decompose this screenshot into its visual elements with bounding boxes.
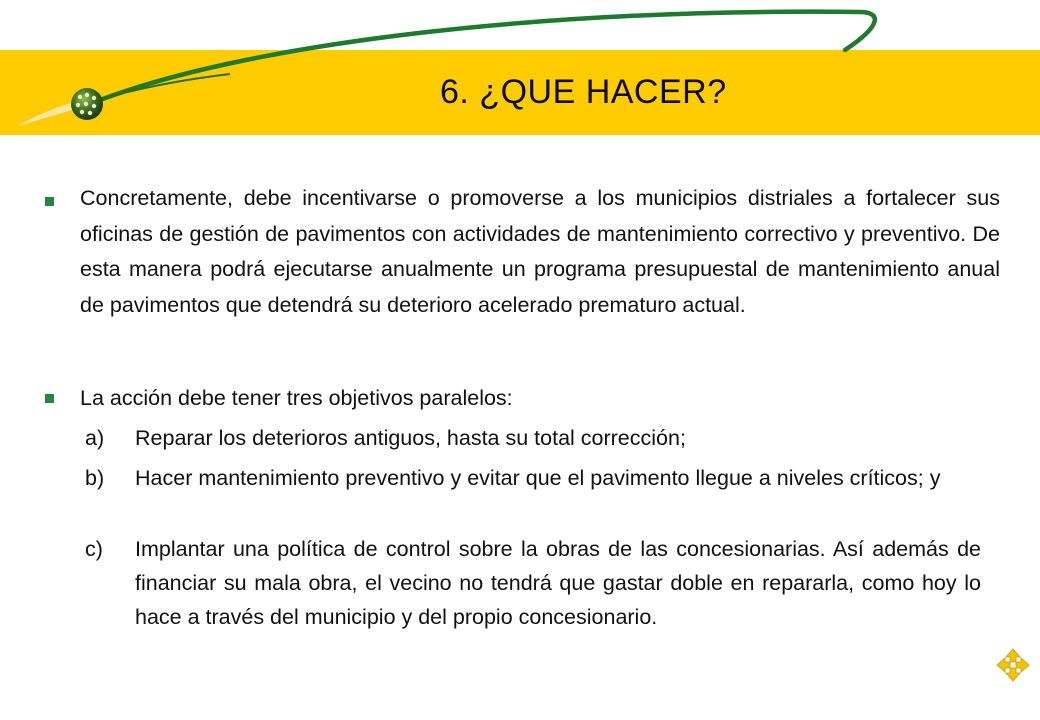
objective-letter-a: a) [85, 426, 105, 450]
objective-c: Implantar una política de control sobre la obras de las concesionarias. Así además de financiar su mala obra, el vecino no tendrá que gastar doble en repararla, como hoy lo hace a través del municipio y del propio concesionario. [135, 537, 981, 629]
objective-a: Reparar los deterioros antiguos, hasta su total corrección; [135, 426, 686, 450]
four-way-arrow-icon[interactable] [996, 648, 1030, 682]
bullet-square [45, 394, 54, 403]
paragraph-2: La acción debe tener tres objetivos paralelos: [80, 386, 513, 410]
objective-letter-b: b) [85, 466, 105, 490]
slide-title: 6. ¿QUE HACER? [440, 73, 727, 111]
bullet-square [45, 197, 54, 206]
objective-b: Hacer mantenimiento preventivo y evitar que el pavimento llegue a niveles críticos; y [135, 466, 941, 490]
objective-letter-c: c) [85, 537, 103, 561]
paragraph-1: Concretamente, debe incentivarse o promoverse a los municipios distriales a fortalecer sus oficinas de gestión de pavimentos con actividades de mantenimiento correctivo y preventivo. De esta manera podrá ejecutarse anualmente un programa presupuestal de mantenimiento anual de pavimentos que detendrá su deterioro acelerado prematuro actual. [80, 186, 1000, 317]
